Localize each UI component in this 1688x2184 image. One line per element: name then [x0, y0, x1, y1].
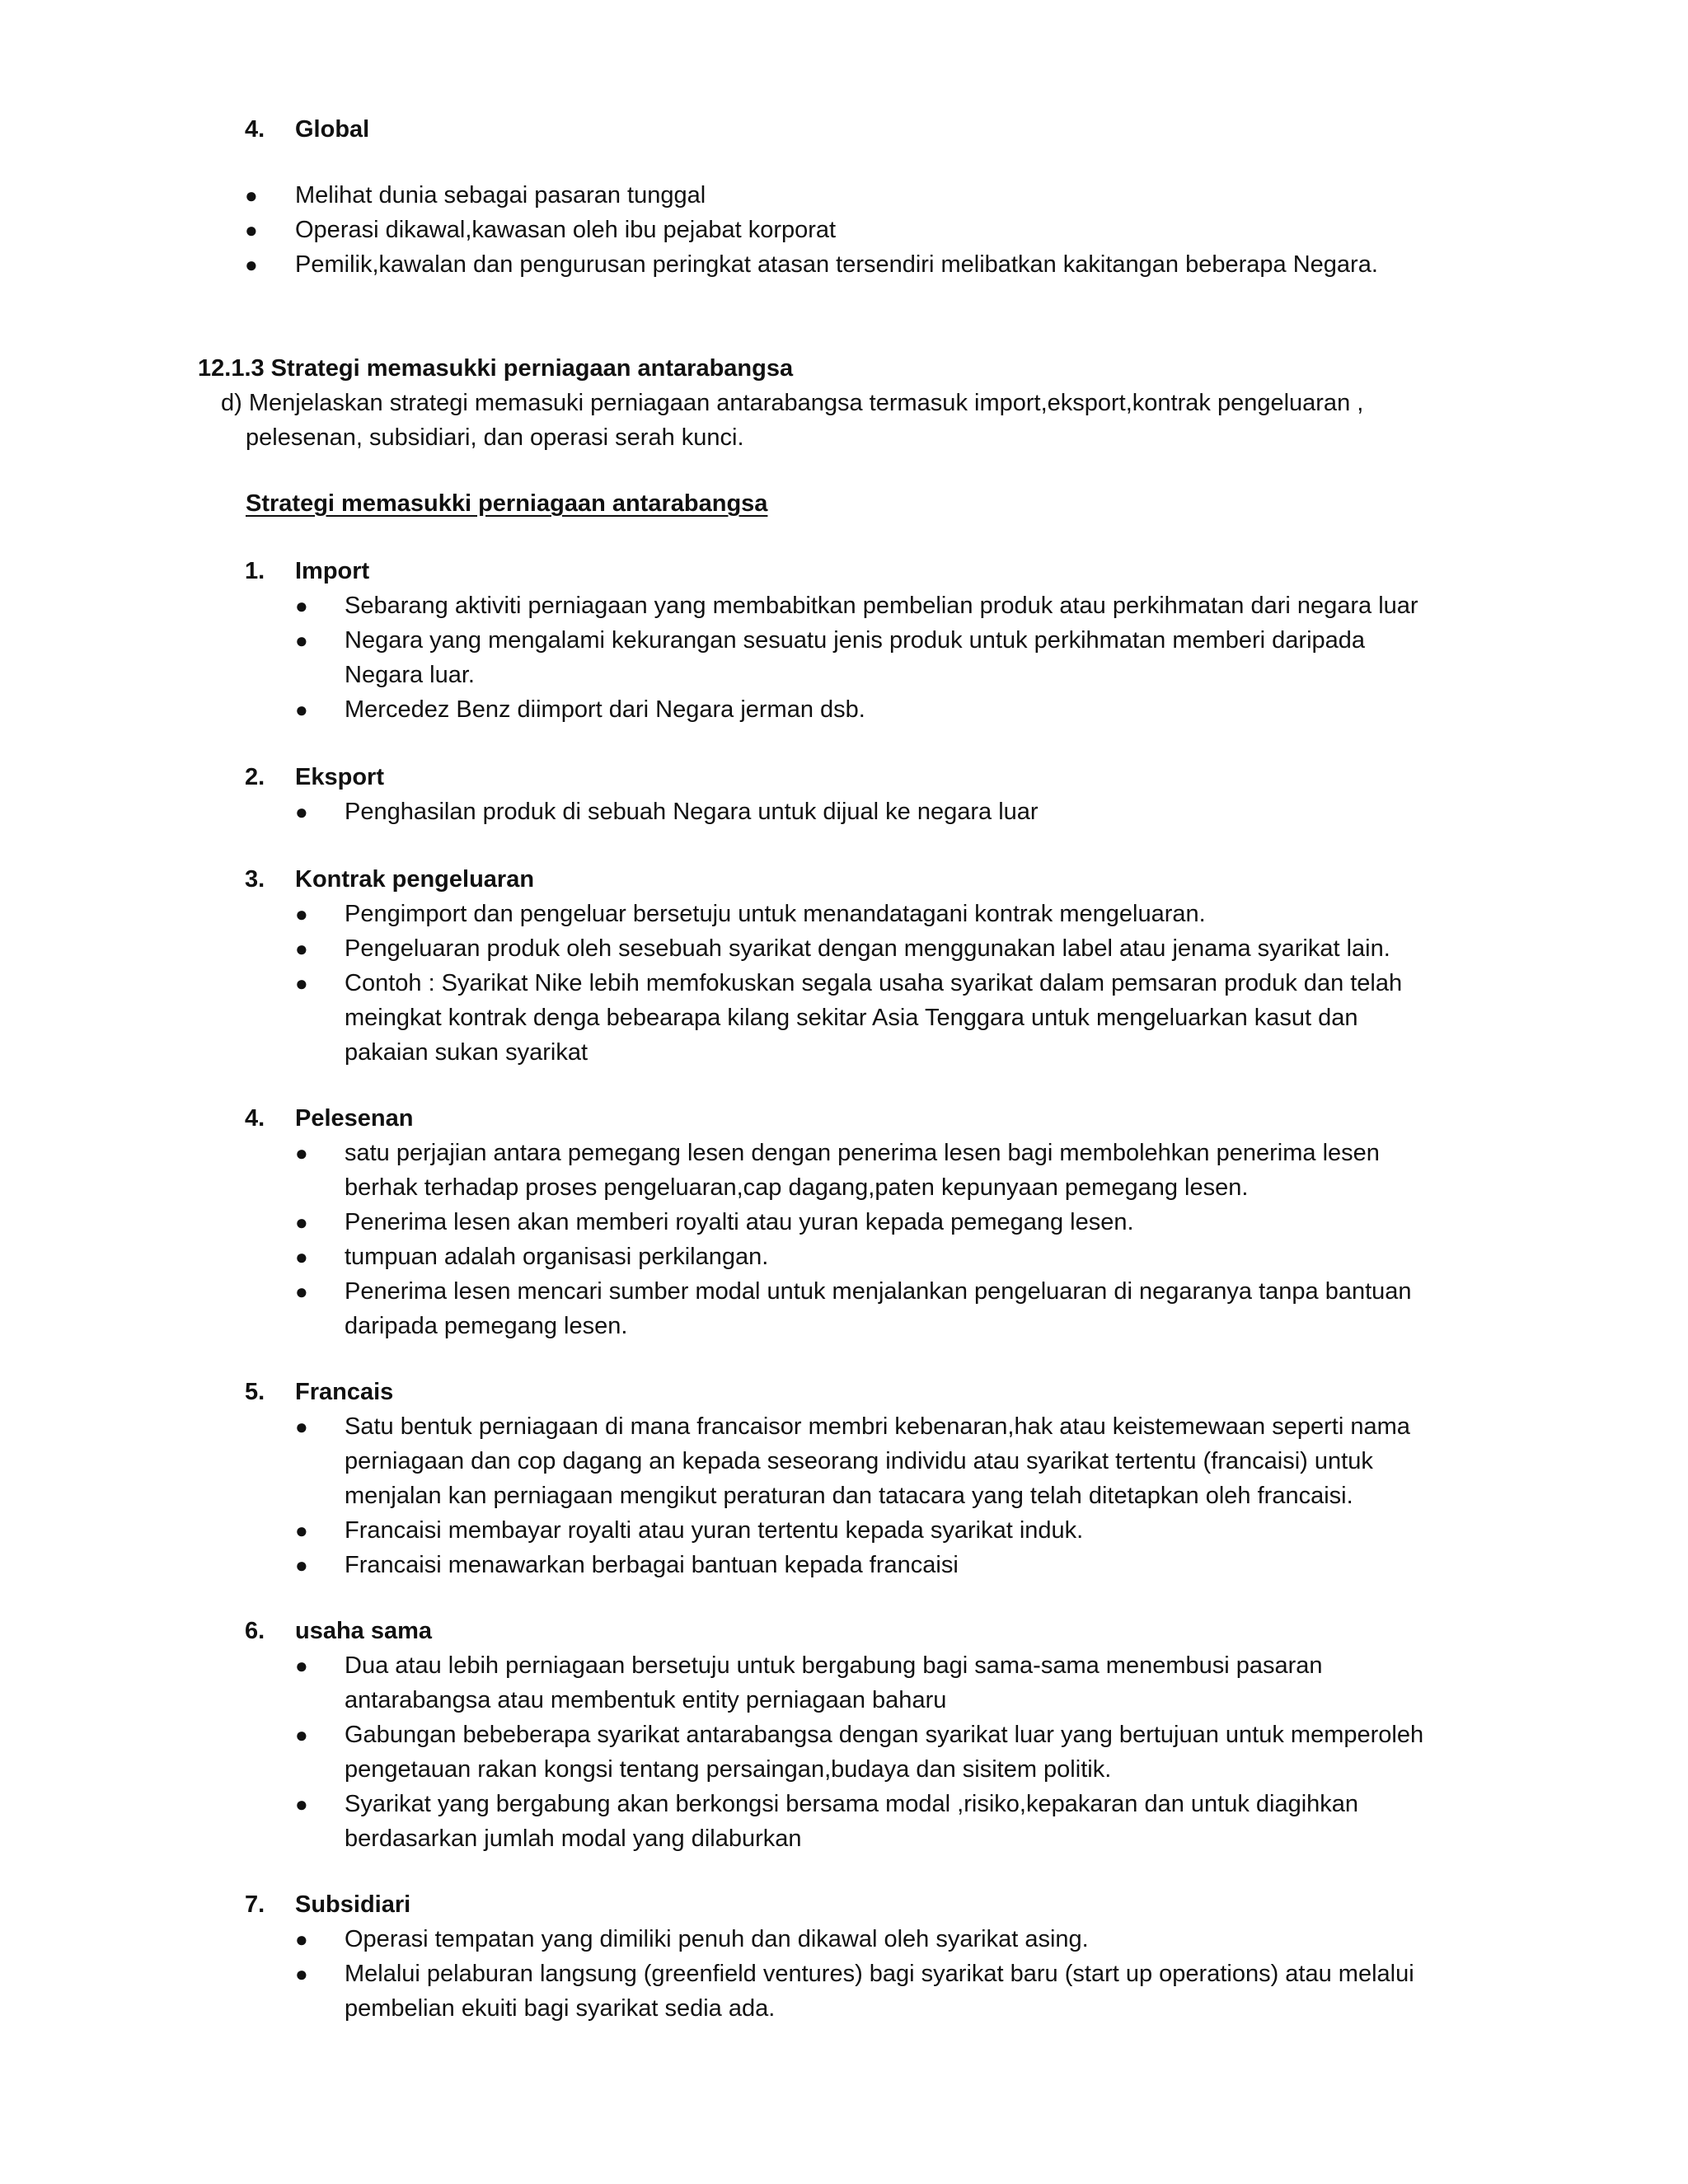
strategy-title: usaha sama	[295, 1618, 433, 1644]
strategy-number: 1.	[245, 558, 265, 584]
strategy-title: Eksport	[295, 764, 384, 790]
bullet-icon: ●	[245, 183, 258, 208]
list-item-continuation: daripada pemegang lesen.	[345, 1313, 628, 1339]
strategy-number: 5.	[245, 1379, 265, 1405]
strategy-number: 3.	[245, 866, 265, 893]
strategy-title: Subsidiari	[295, 1891, 411, 1918]
list-item: Operasi dikawal,kawasan oleh ibu pejabat korporat	[295, 217, 837, 243]
bullet-icon: ●	[295, 1927, 308, 1952]
list-item: Francaisi menawarkan berbagai bantuan kepada francaisi	[345, 1552, 959, 1578]
bullet-icon: ●	[295, 902, 308, 926]
bullet-icon: ●	[295, 1414, 308, 1439]
bullet-icon: ●	[295, 1553, 308, 1577]
list-item-continuation: berhak terhadap proses pengeluaran,cap dagang,paten kepunyaan pemegang lesen.	[345, 1174, 1249, 1201]
list-item: Syarikat yang bergabung akan berkongsi bersama modal ,risiko,kepakaran dan untuk diagihkan	[345, 1791, 1359, 1817]
strategy-number: 4.	[245, 1105, 265, 1132]
global-heading: Global	[295, 116, 370, 143]
section-title: 12.1.3 Strategi memasukki perniagaan antarabangsa	[198, 355, 794, 382]
bullet-icon: ●	[245, 252, 258, 277]
list-item: Pengeluaran produk oleh sesebuah syarikat dengan menggunakan label atau jenama syarikat lain.	[345, 935, 1390, 962]
list-item-continuation: menjalan kan perniagaan mengikut peraturan dan tatacara yang telah ditetapkan oleh francaisi.	[345, 1483, 1353, 1509]
bullet-icon: ●	[295, 593, 308, 618]
bullet-icon: ●	[295, 799, 308, 824]
list-item: Dua atau lebih perniagaan bersetuju untuk bergabung bagi sama-sama menembusi pasaran	[345, 1652, 1323, 1679]
list-item-continuation: pengetauan rakan kongsi tentang persaingan,budaya dan sisitem politik.	[345, 1756, 1112, 1783]
list-item-continuation: antarabangsa atau membentuk entity perniagaan baharu	[345, 1687, 947, 1713]
list-item: Negara yang mengalami kekurangan sesuatu jenis produk untuk perkihmatan memberi daripada	[345, 627, 1366, 654]
bullet-icon: ●	[295, 1210, 308, 1235]
list-item: Penerima lesen mencari sumber modal untuk menjalankan pengeluaran di negaranya tanpa bantuan	[345, 1278, 1412, 1305]
objective-line: pelesenan, subsidiari, dan operasi serah kunci.	[246, 424, 744, 451]
strategy-number: 2.	[245, 764, 265, 790]
bullet-icon: ●	[295, 1653, 308, 1678]
list-item: Operasi tempatan yang dimiliki penuh dan dikawal oleh syarikat asing.	[345, 1926, 1089, 1952]
strategy-number: 7.	[245, 1891, 265, 1918]
list-item: Sebarang aktiviti perniagaan yang membabitkan pembelian produk atau perkihmatan dari negara luar	[345, 593, 1418, 619]
list-item: Pemilik,kawalan dan pengurusan peringkat atasan tersendiri melibatkan kakitangan beberapa Negara.	[295, 251, 1378, 278]
bullet-icon: ●	[295, 1792, 308, 1816]
list-item: Pengimport dan pengeluar bersetuju untuk menandatagani kontrak mengeluaran.	[345, 901, 1206, 927]
strategy-title: Francais	[295, 1379, 394, 1405]
bullet-icon: ●	[295, 697, 308, 722]
strategy-number: 6.	[245, 1618, 265, 1644]
list-item: tumpuan adalah organisasi perkilangan.	[345, 1244, 769, 1270]
list-item: Gabungan bebeberapa syarikat antarabangsa dengan syarikat luar yang bertujuan untuk memperoleh	[345, 1722, 1424, 1748]
list-item: satu perjajian antara pemegang lesen dengan penerima lesen bagi membolehkan penerima lesen	[345, 1140, 1380, 1166]
bullet-icon: ●	[245, 218, 258, 242]
bullet-icon: ●	[295, 1722, 308, 1747]
bullet-icon: ●	[295, 1141, 308, 1165]
list-item: Mercedez Benz diimport dari Negara jerman dsb.	[345, 696, 865, 723]
bullet-icon: ●	[295, 971, 308, 996]
bullet-icon: ●	[295, 936, 308, 961]
list-item: Francaisi membayar royalti atau yuran tertentu kepada syarikat induk.	[345, 1517, 1084, 1544]
list-item-continuation: Negara luar.	[345, 662, 475, 688]
strategy-title: Import	[295, 558, 370, 584]
list-item-continuation: berdasarkan jumlah modal yang dilaburkan	[345, 1825, 802, 1852]
objective-line: d) Menjelaskan strategi memasuki perniagaan antarabangsa termasuk import,eksport,kontrak pengeluaran ,	[221, 390, 1364, 416]
list-item-continuation: pembelian ekuiti bagi syarikat sedia ada.	[345, 1995, 776, 2022]
list-item-continuation: meingkat kontrak denga bebearapa kilang sekitar Asia Tenggara untuk mengeluarkan kasut dan	[345, 1005, 1358, 1031]
bullet-icon: ●	[295, 1518, 308, 1543]
list-item: Satu bentuk perniagaan di mana francaisor membri kebenaran,hak atau keistemewaan seperti nama	[345, 1413, 1410, 1440]
bullet-icon: ●	[295, 628, 308, 653]
bullet-icon: ●	[295, 1279, 308, 1304]
strategy-title: Pelesenan	[295, 1105, 414, 1132]
section-subheading: Strategi memasukki perniagaan antarabangsa	[246, 490, 768, 517]
list-item-continuation: pakaian sukan syarikat	[345, 1039, 588, 1066]
list-item: Melalui pelaburan langsung (greenfield ventures) bagi syarikat baru (start up operations) atau melalui	[345, 1961, 1414, 1987]
bullet-icon: ●	[295, 1244, 308, 1269]
list-item: Contoh : Syarikat Nike lebih memfokuskan segala usaha syarikat dalam pemsaran produk dan telah	[345, 970, 1403, 996]
list-item: Penerima lesen akan memberi royalti atau yuran kepada pemegang lesen.	[345, 1209, 1134, 1235]
list-item-continuation: perniagaan dan cop dagang an kepada seseorang individu atau syarikat tertentu (francaisi) untuk	[345, 1448, 1373, 1474]
list-item: Melihat dunia sebagai pasaran tunggal	[295, 182, 706, 209]
list-item: Penghasilan produk di sebuah Negara untuk dijual ke negara luar	[345, 799, 1039, 825]
bullet-icon: ●	[295, 1961, 308, 1986]
global-number: 4.	[245, 116, 265, 143]
strategy-title: Kontrak pengeluaran	[295, 866, 535, 893]
